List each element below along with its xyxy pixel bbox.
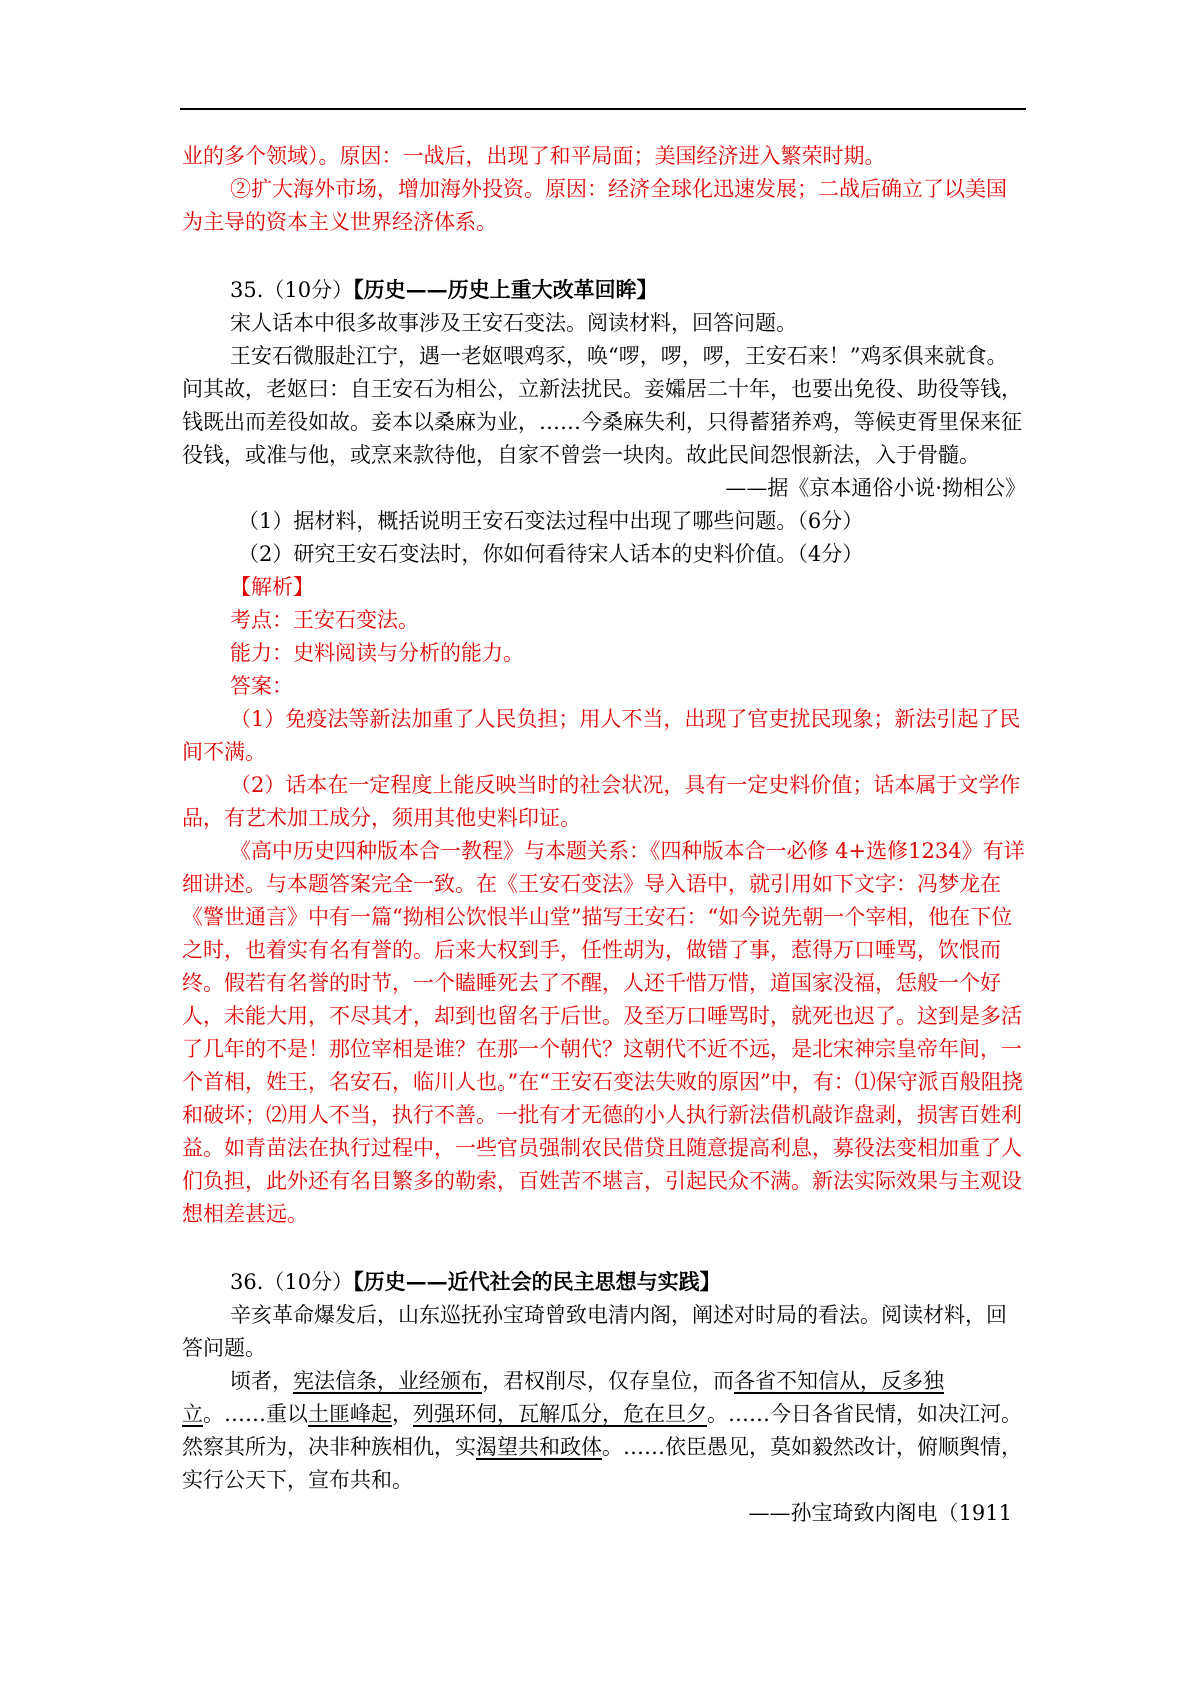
q36-number: 36.（10分） bbox=[230, 1270, 354, 1294]
underlined-phrase: 土匪峰起 bbox=[308, 1402, 392, 1426]
material-text: 。……今日各省民情，如决江河。然察其所为，决非种族相仇，实 bbox=[182, 1402, 1022, 1459]
underlined-phrase: 各省不知信从，反多独立 bbox=[182, 1369, 944, 1426]
q35-number: 35.（10分） bbox=[230, 278, 354, 302]
answer-label: 答案： bbox=[230, 674, 293, 698]
material-text: ， bbox=[392, 1402, 413, 1426]
answer-continuation-line2: ②扩大海外市场，增加海外投资。原因：经济全球化迅速发展；二战后确立了以美国为主导的资本主义世界经济体系。 bbox=[182, 177, 1007, 234]
analysis-label: 【解析】 bbox=[230, 575, 314, 599]
material-text: ，君权削尽，仅存皇位，而 bbox=[482, 1369, 734, 1393]
document-body bbox=[182, 140, 1026, 1530]
kaodian: 考点：王安石变法。 bbox=[230, 608, 419, 632]
q35-source: ——据《京本通俗小说·拗相公》 bbox=[725, 476, 1026, 500]
q36-heading bbox=[182, 1265, 1026, 1299]
answer-continuation-line1: 业的多个领域）。原因：一战后，出现了和平局面；美国经济进入繁荣时期。 bbox=[182, 144, 886, 168]
q35-topic: 【历史——历史上重大改革回眸】 bbox=[353, 277, 658, 302]
answer-1: （1）免疫法等新法加重了人民负担；用人不当，出现了官吏扰民现象；新法引起了民间不满。 bbox=[182, 707, 1021, 764]
underlined-phrase: 宪法信条，业经颁布 bbox=[293, 1369, 482, 1393]
nengli: 能力：史料阅读与分析的能力。 bbox=[230, 641, 524, 665]
underlined-phrase: 渴望共和政体 bbox=[476, 1435, 602, 1459]
q35-material: 王安石微服赴江宁，遇一老妪喂鸡豕，唤“啰，啰，啰，王安石来！”鸡豕俱来就食。问其故，老妪曰：自王安石为相公，立新法扰民。妾孀居二十年，也要出免役、助役等钱，钱既出而差役如故。妾本以桑麻为业，……今桑麻失利，只得蓄猪养鸡，等候吏胥里保来征役钱，或准与他，或烹来款待他，自家不曾尝一块肉。故此民间怨恨新法，入于骨髓。 bbox=[182, 344, 1022, 467]
q35-question-1: （1）据材料，概括说明王安石变法过程中出现了哪些问题。（6分） bbox=[238, 509, 864, 533]
material-text: 。……依臣愚见，莫如毅然改计，俯顺舆情，实行公天下，宣布共和。 bbox=[182, 1435, 1022, 1492]
q36-source: ——孙宝琦致内阁电（1911 bbox=[748, 1501, 1012, 1525]
material-text: 顷者， bbox=[230, 1369, 293, 1393]
textbook-note: 《高中历史四种版本合一教程》与本题关系：《四种版本合一必修 4+选修1234》有详细讲述。与本题答案完全一致。在《王安石变法》导入语中，就引用如下文字：冯梦龙在《警世通言》中有一篇“拗相公饮恨半山堂”描写王安石：“如今说先朝一个宰相，他在下位之时，也着实有名有誉的。后来大权到手，任性胡为，做错了事，惹得万口唾骂，饮恨而终。假若有名誉的时节，一个瞌睡死去了不醒，人还千惜万惜，道国家没福，恁般一个好人，未能大用，不尽其才，却到也留名于后世。及至万口唾骂时，就死也迟了。这到是多活了几年的不是！那位宰相是谁？在那一个朝代？这朝代不近不远，是北宋神宗皇帝年间，一个首相，姓王，名安石，临川人也。”在“王安石变法失败的原因”中，有：⑴保守派百般阻挠和破坏；⑵用人不当，执行不善。一批有才无德的小人执行新法借机敲诈盘剥，损害百姓利益。如青苗法在执行过程中，一些官员强制农民借贷且随意提高利息，募役法变相加重了人们负担，此外还有名目繁多的勒索，百姓苦不堪言，引起民众不满。新法实际效果与主观设想相差甚远。 bbox=[182, 839, 1025, 1226]
answer-2: （2）话本在一定程度上能反映当时的社会状况，具有一定史料价值；话本属于文学作品，有艺术加工成分，须用其他史料印证。 bbox=[182, 773, 1021, 830]
q36-material bbox=[182, 1365, 1026, 1497]
q36-intro: 辛亥革命爆发后，山东巡抚孙宝琦曾致电清内阁，阐述对时局的看法。阅读材料，回答问题。 bbox=[182, 1303, 1007, 1360]
q35-heading bbox=[182, 273, 1026, 307]
q35-question-2: （2）研究王安石变法时，你如何看待宋人话本的史料价值。（4分） bbox=[238, 542, 864, 566]
underlined-phrase: 列强环伺，瓦解瓜分，危在旦夕 bbox=[413, 1402, 707, 1426]
material-text: 。……重以 bbox=[203, 1402, 308, 1426]
header-rule bbox=[180, 108, 1026, 110]
q36-topic: 【历史——近代社会的民主思想与实践】 bbox=[353, 1269, 721, 1294]
q35-intro: 宋人话本中很多故事涉及王安石变法。阅读材料，回答问题。 bbox=[230, 311, 797, 335]
